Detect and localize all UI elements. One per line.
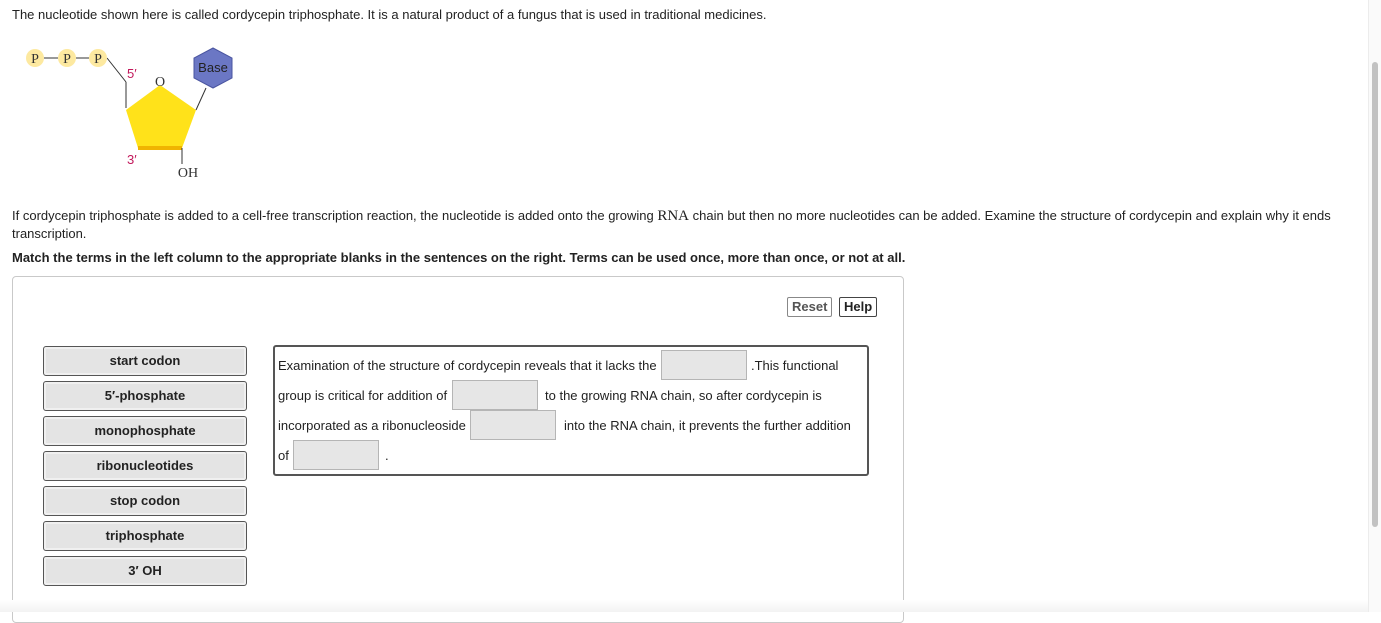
cordycepin-structure <box>20 40 250 190</box>
sugar-ring <box>126 85 196 148</box>
sentence-box: Examination of the structure of cordycepin reveals that it lacks the .This functional group is critical for addition of to the growing RNA chain, so after cordycepin is incorporated as a ribonucleoside into the RNA chain, it prevents the further addition of . <box>273 345 869 476</box>
ring-oxygen: O <box>154 75 166 90</box>
drop-blank-4[interactable] <box>293 440 379 470</box>
drop-blank-2[interactable] <box>452 380 538 410</box>
instructions: Match the terms in the left column to the appropriate blanks in the sentences on the right. Terms can be used once, more than once, or not at all. <box>12 250 906 265</box>
term-triphosphate[interactable]: triphosphate <box>43 521 247 551</box>
matching-panel <box>12 276 904 623</box>
base-label: Base <box>198 60 228 75</box>
help-button[interactable]: Help <box>839 297 877 317</box>
drop-blank-1[interactable] <box>661 350 747 380</box>
rna-text: RNA <box>657 208 690 224</box>
phosphate-chain <box>26 49 126 82</box>
scrollbar-thumb[interactable] <box>1372 62 1378 527</box>
term-monophosphate[interactable]: monophosphate <box>43 416 247 446</box>
term-stop-codon[interactable]: stop codon <box>43 486 247 516</box>
term-ribonucleotides[interactable]: ribonucleotides <box>43 451 247 481</box>
page-bottom-edge <box>0 600 1369 612</box>
drop-blank-3[interactable] <box>470 410 556 440</box>
scrollbar[interactable] <box>1368 0 1381 612</box>
term-start-codon[interactable]: start codon <box>43 346 247 376</box>
svg-text:P: P <box>31 52 39 67</box>
svg-text:P: P <box>94 52 102 67</box>
term-5-phosphate[interactable]: 5′-phosphate <box>43 381 247 411</box>
three-prime-label: 3′ <box>127 152 137 167</box>
term-3-oh[interactable]: 3′ OH <box>43 556 247 586</box>
svg-text:P: P <box>63 52 71 67</box>
five-prime-label: 5′ <box>127 66 137 81</box>
oh-label: OH <box>177 166 199 181</box>
intro-text: The nucleotide shown here is called cordycepin triphosphate. It is a natural product of a fungus that is used in traditional medicines. <box>12 7 767 22</box>
reset-button[interactable]: Reset <box>787 297 832 317</box>
question-paragraph: If cordycepin triphosphate is added to a cell-free transcription reaction, the nucleotide is added onto the growing RNA chain but then no more nucleotides can be added. Examine the structure of cordycepin and explain why it ends transcription. <box>12 208 1331 241</box>
